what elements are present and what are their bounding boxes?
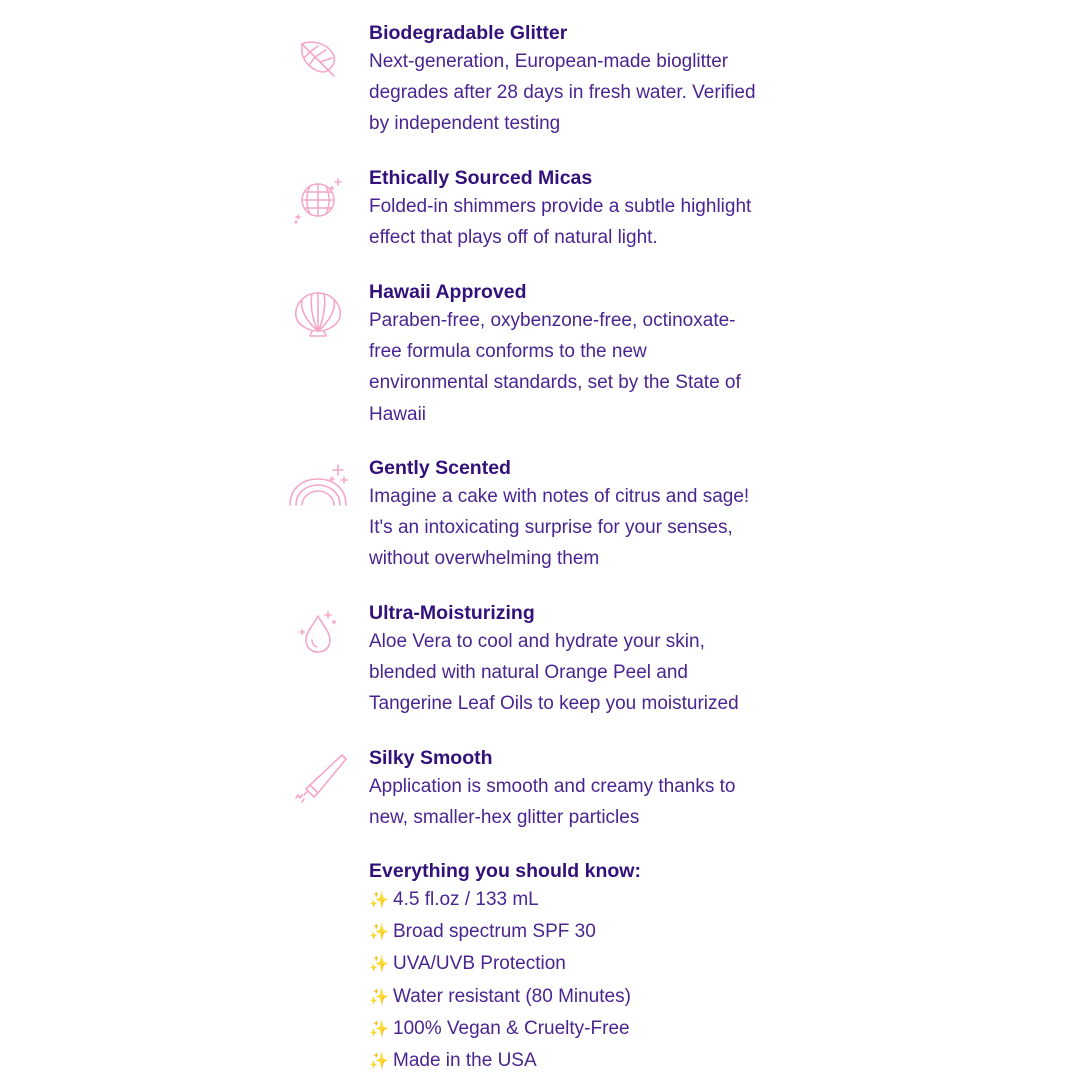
feature-title: Ethically Sourced Micas — [369, 167, 593, 189]
feature-title: Hawaii Approved — [369, 281, 527, 303]
feature-description-line: without overwhelming them — [369, 548, 600, 570]
feature-title: Gently Scented — [369, 457, 511, 479]
facts-title: Everything you should know: — [369, 860, 641, 882]
feature-description-line: Next-generation, European-made bioglitter — [369, 51, 729, 72]
feature-description-line: Folded-in shimmers provide a subtle highlight — [369, 196, 752, 217]
fact-item — [369, 1013, 789, 1045]
fact-item — [369, 1045, 789, 1077]
fact-item — [369, 884, 789, 916]
feature-text — [369, 745, 799, 833]
feature-text — [369, 600, 799, 720]
feature-description-line: It's an intoxicating surprise for your senses, — [369, 517, 733, 539]
feature-text — [369, 165, 799, 253]
fact-text: Water resistant (80 Minutes) — [393, 985, 631, 1007]
sparkles-icon: ✨ — [369, 988, 389, 1006]
feature-description-line: Paraben-free, oxybenzone-free, octinoxate- — [369, 310, 736, 331]
sparkles-icon: ✨ — [369, 924, 389, 942]
feature-description-line: degrades after 28 days in fresh water. Verified — [369, 82, 756, 104]
facts-section — [369, 858, 789, 1077]
feature-description-line: new, smaller-hex glitter particles — [369, 807, 640, 829]
feature-description-line: blended with natural Orange Peel and — [369, 662, 689, 684]
feature-title: Silky Smooth — [369, 747, 493, 769]
sparkles-icon: ✨ — [369, 956, 389, 974]
rainbow-icon — [288, 463, 350, 513]
feature-description-line: effect that plays off of natural light. — [369, 227, 658, 249]
feature-description-line: Hawaii — [369, 403, 427, 425]
feature-description-line: Tangerine Leaf Oils to keep you moisturized — [369, 693, 739, 715]
leaf-icon — [288, 30, 350, 80]
feature-description-line: Application is smooth and creamy thanks to — [369, 776, 736, 797]
fact-text: UVA/UVB Protection — [393, 953, 566, 975]
fact-text: Broad spectrum SPF 30 — [393, 921, 596, 943]
seashell-icon — [288, 289, 350, 339]
feature-description-line: environmental standards, set by the State of — [369, 372, 741, 394]
fact-item — [369, 981, 789, 1013]
disco-ball-icon — [288, 175, 350, 225]
fact-item — [369, 916, 789, 948]
sparkles-icon: ✨ — [369, 1020, 389, 1038]
water-drop-icon — [288, 608, 350, 658]
tube-icon — [288, 751, 350, 801]
sparkles-icon: ✨ — [369, 1053, 389, 1071]
fact-text: 4.5 fl.oz / 133 mL — [393, 889, 539, 910]
sparkles-icon: ✨ — [369, 892, 389, 909]
feature-description-line: Aloe Vera to cool and hydrate your skin, — [369, 631, 705, 652]
feature-text — [369, 455, 799, 575]
fact-item — [369, 948, 789, 980]
feature-title: Ultra-Moisturizing — [369, 602, 535, 624]
feature-title: Biodegradable Glitter — [369, 22, 568, 44]
feature-description-line: free formula conforms to the new — [369, 341, 647, 363]
feature-text — [369, 20, 799, 140]
feature-description-line: by independent testing — [369, 113, 561, 135]
feature-text — [369, 279, 799, 430]
feature-description-line: Imagine a cake with notes of citrus and sage! — [369, 486, 750, 507]
fact-text: 100% Vegan & Cruelty-Free — [393, 1017, 630, 1039]
fact-text: Made in the USA — [393, 1050, 537, 1072]
